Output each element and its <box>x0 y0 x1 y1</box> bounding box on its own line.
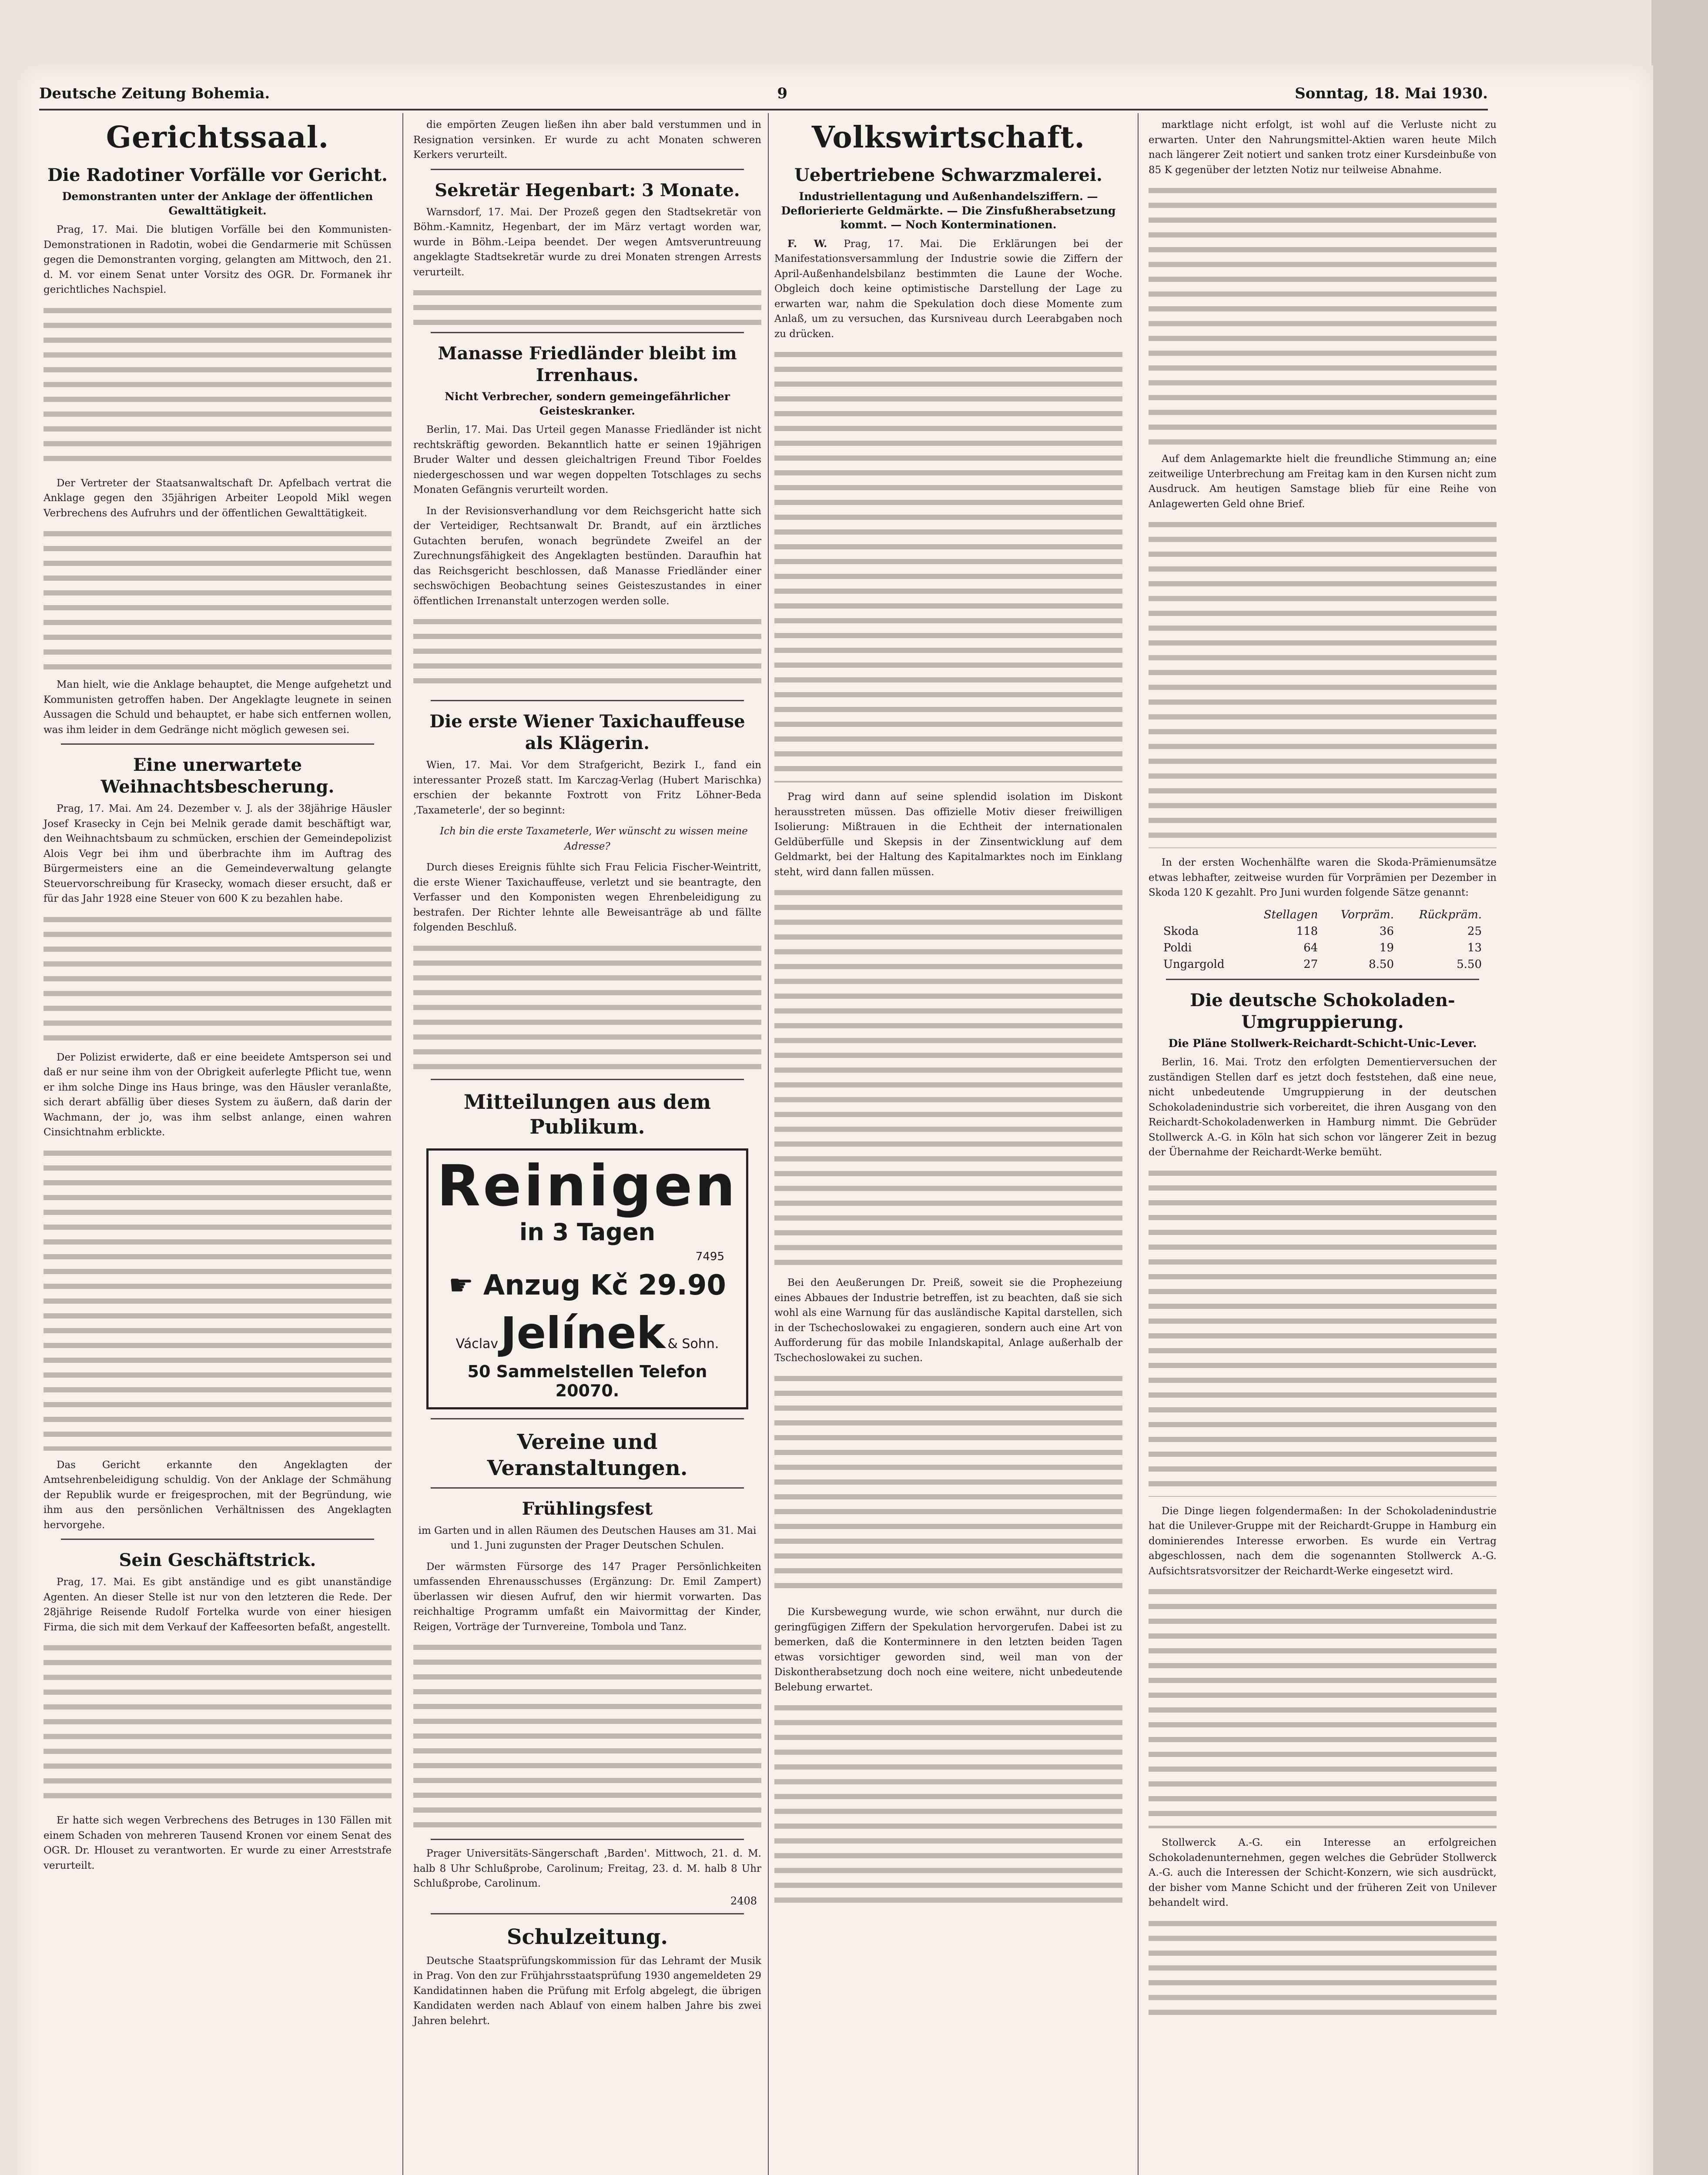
article-paragraph: Bei den Aeußerungen Dr. Preiß, soweit sie die Prophezeiung eines Abbaues der Industrie betreffen, ist zu beachten, daß sie sich wohl als eine Warnung für das ausländische Kapital darstellen, sich in der Tschechoslowakei zu engagieren, sondern auch eine Art von Aufforderung für das mobile Inlandskapital, Anlage außerhalb der Tschechoslowakei zu suchen. <box>774 1277 1122 1364</box>
table-row <box>1159 923 1486 940</box>
advertisement-jelinek <box>426 1148 748 1409</box>
article-paragraph: Prag, 17. Mai. Es gibt anständige und es gibt unanständige Agenten. An dieser Stelle ist nur von den letzteren die Rede. Der 28jährige Reisende Rudolf Fortelka wurde von einer hiesigen Firma, die sich mit dem Verkauf der Kaffeesorten befaßt, angestellt. <box>44 1576 392 1633</box>
ad-code: 7495 <box>695 1250 724 1263</box>
event-headline: Frühlingsfest <box>522 1498 653 1519</box>
divider <box>431 332 744 333</box>
table-header: Vorpräm. <box>1341 908 1394 921</box>
table-cell: Poldi <box>1163 941 1192 954</box>
event-paragraph: Prager Universitäts-Sängerschaft ‚Barden'. Mittwoch, 21. d. M. halb 8 Uhr Schlußprobe, Carolinum; Freitag, 23. d. M. halb 8 Uhr Schlußprobe, Carolinum. <box>413 1848 761 1889</box>
text-block <box>44 304 392 469</box>
article-subheadline: Demonstranten unter der Anklage der öffentlichen Gewalttätigkeit. <box>62 190 373 217</box>
text-block <box>1149 1917 1497 2021</box>
article-headline: Die deutsche Schokoladen-Umgruppierung. <box>1190 990 1455 1032</box>
table-header <box>1159 907 1245 923</box>
divider <box>431 169 744 170</box>
article-paragraph: Er hatte sich wegen Verbrechens des Betruges in 130 Fällen mit einem Schaden von mehreren Tausend Kronen vor einem Senat des OGR. Dr. Hlouset zu verantworten. Er wurde zu einer Arreststrafe verurteilt. <box>44 1815 392 1871</box>
issue-date: Sonntag, 18. Mai 1930. <box>1295 85 1488 102</box>
text-block <box>1149 184 1497 445</box>
ad-firm-suffix: & Sohn. <box>667 1336 719 1352</box>
event-code: 2408 <box>730 1894 757 1907</box>
column-rule <box>1138 113 1139 2175</box>
table-header-row <box>1159 907 1486 923</box>
article-paragraph: Berlin, 16. Mai. Trotz den erfolgten Dementierversuchen der zuständigen Stellen darf es jetzt doch feststehen, daß eine neue, nicht unbedeutende Umgruppierung in der deutschen Schokoladenindustrie sich vorbereitet, die ihren Ausgang von den Reichardt-Schokoladenwerken in Hamburg nimmt. Die Gebrüder Stollwerck A.-G. in Köln hat sich schon vor längerer Zeit in bezug der Übernahme der Reichardt-Werke bemüht. <box>1149 1057 1497 1158</box>
event-paragraph: Der wärmsten Fürsorge des 147 Prager Persönlichkeiten umfassenden Ehrenausschusses (Ergänzung: Dr. Emil Zampert) überlassen wir diesen Aufruf, den wir hiermit vorwarten. Das reichhaltige Programm umfaßt ein Maivormittag der Kinder, Reigen, Vorträge der Turnvereine, Tombola und Tanz. <box>413 1561 761 1633</box>
masthead-rule <box>39 109 1488 110</box>
article-paragraph: In der Revisionsverhandlung vor dem Reichsgericht hatte sich der Verteidiger, Rechtsanwalt Dr. Brandt, auf ein ärztliches Gutachten berufen, wonach begründete Zweifel an der Zurechnungsfähigkeit des Angeklagten bestünden. Daraufhin hat das Reichsgericht beschlossen, daß Manasse Friedländer einer sechswöchigen Beobachtung seines Geisteszustandes in einer öffentlichen Irrenanstalt unterzogen werden solle. <box>413 505 761 607</box>
ad-price-text: Anzug Kč 29.90 <box>483 1269 726 1302</box>
divider <box>61 1539 374 1540</box>
article-paragraph: Prag wird dann auf seine splendid isolation im Diskont herausstreten müssen. Das offizielle Motiv dieser freiwilligen Isolierung: Mißtrauen in die Echtheit der internationalen Geldüberfülle und Skepsis in der Zinsentwicklung auf dem Geldmarkt, bei der Haltung des Kapitalmarktes noch im Einklang steht, wird dann fallen müssen. <box>774 791 1122 878</box>
divider <box>431 1913 744 1914</box>
column-economy <box>774 117 1122 1917</box>
ad-firm-name: Jelínek <box>500 1307 666 1359</box>
text-block <box>774 1701 1122 1910</box>
text-block <box>44 1641 392 1806</box>
author-initials: F. W. <box>787 238 827 250</box>
article-paragraph: Warnsdorf, 17. Mai. Der Prozeß gegen den Stadtsekretär von Böhm.-Kamnitz, Hegenbart, der im März vertagt worden war, wurde in Böhm.-Leipa beendet. Der wegen Amtsveruntreuung angeklagte Stadtsekretär wurde zu drei Monaten strengen Arrests verurteilt. <box>413 206 761 278</box>
table-row <box>1159 956 1486 973</box>
text-block <box>44 1146 392 1451</box>
text-block <box>774 348 1122 783</box>
text-block <box>413 286 761 325</box>
article-headline: Manasse Friedländer bleibt im Irrenhaus. <box>438 343 737 385</box>
table-header: Rückpräm. <box>1419 908 1482 921</box>
ad-firm <box>433 1308 742 1359</box>
table-cell: 19 <box>1379 941 1394 954</box>
article-paragraph: Das Gericht erkannte den Angeklagten der Amtsehrenbeleidigung schuldig. Von der Anklage der Schmähung der Republik wurde er freigesprochen, mit der Begründung, wie ihm aus den persönlichen Verhältnissen des Angeklagten hervorgehe. <box>44 1459 392 1531</box>
text-block <box>1149 1585 1497 1828</box>
text-block <box>44 913 392 1043</box>
article-paragraph: Prag, 17. Mai. Die blutigen Vorfälle bei den Kommunisten-Demonstrationen in Radotin, wobei die Gendarmerie mit Schüssen gegen die Demonstranten vorging, gelangten am Mittwoch, den 21. d. M. vor einem Senat unter Vorsitz des OGR. Dr. Formanek ihr gerichtliches Nachspiel. <box>44 224 392 295</box>
hand-pointer-icon: ☛ <box>449 1269 483 1302</box>
text-block <box>413 1640 761 1832</box>
table-cell: 8.50 <box>1369 957 1394 971</box>
table-cell: 118 <box>1296 924 1318 938</box>
ad-duration: in 3 Tagen <box>519 1218 656 1246</box>
masthead <box>39 80 1488 107</box>
table-cell: 13 <box>1467 941 1482 954</box>
column-rule <box>768 113 769 2175</box>
article-headline: Uebertriebene Schwarzmalerei. <box>794 165 1102 185</box>
article-paragraph <box>774 237 1122 342</box>
article-subheadline: Nicht Verbrecher, sondern gemeingefährlicher Geisteskranker. <box>445 390 730 417</box>
table-cell: 27 <box>1303 957 1318 971</box>
article-headline: Eine unerwartete Weihnachtsbescherung. <box>100 755 335 797</box>
article-subheadline: Industriellentagung und Außenhandelsziffern. — Deflorierierte Geldmärkte. — Die Zinsfußherabsetzung kommt. — Noch Konterminationen. <box>781 190 1116 231</box>
article-paragraph: Berlin, 17. Mai. Das Urteil gegen Manasse Friedländer ist nicht rechtskräftig geworden. Bekanntlich hatte er seinen 19jährigen Bruder Walter und dessen gleichaltrigen Freund Tibor Foeldes niedergeschossen und war wegen doppelten Totschlages zu sechs Monaten Gefängnis verurteilt worden. <box>413 424 761 495</box>
article-paragraph: In der ersten Wochenhälfte waren die Skoda-Prämienumsätze etwas lebhafter, zeitweise wurden für Vorprämien per Dezember in Skoda 120 K gezahlt. Pro Juni wurden folgende Sätze genannt: <box>1149 857 1497 898</box>
article-subheadline: Die Pläne Stollwerk-Reichardt-Schicht-Unic-Lever. <box>1168 1037 1477 1050</box>
table-header: Stellagen <box>1263 908 1318 921</box>
article-paragraph: Man hielt, wie die Anklage behauptet, die Menge aufgehetzt und Kommunisten getroffen haben. Der Angeklagte leugnete in seinen Aussagen die Schuld und behauptet, er habe sich entfernen wollen, was ihm leider in dem Gedränge nicht möglich gewesen sei. <box>44 679 392 736</box>
table-cell: 36 <box>1379 924 1394 938</box>
article-paragraph: Prag, 17. Mai. Am 24. Dezember v. J. als der 38jährige Häusler Josef Krasecky in Cejn bei Melnik gerade damit beschäftigt war, den Weihnachtsbaum zu schmücken, erschien der Gemeindepolizist Alois Vegr bei ihm und überbrachte ihm im Auftrag des Bürgermeisters eine an die Gemeindeverwaltung gelangte Steuervorschreibung für Krasecky, womach dieser ersucht, daß er für das Jahr 1928 eine Steuer von 600 K zu bezahlen habe. <box>44 803 392 904</box>
divider <box>1166 979 1479 980</box>
ad-price <box>433 1269 742 1302</box>
article-paragraph: die empörten Zeugen ließen ihn aber bald verstummen und in Resignation versinken. Er wurde zu acht Monaten schweren Kerkers verurteilt. <box>413 119 761 161</box>
section-title-school: Schulzeitung. <box>506 1924 668 1949</box>
premium-rates-table <box>1159 907 1486 973</box>
divider <box>431 1079 744 1080</box>
section-title-events: Vereine und Veranstaltungen. <box>487 1429 688 1480</box>
table-cell: Ungargold <box>1163 957 1225 971</box>
event-intro: im Garten und in allen Räumen des Deutschen Hauses am 31. Mai und 1. Juni zugunsten der Prager Deutschen Schulen. <box>418 1525 757 1551</box>
text-block <box>774 1372 1122 1598</box>
school-paragraph: Deutsche Staatsprüfungskommission für das Lehramt der Musik in Prag. Von den zur Frühjahrsstaatsprüfung 1930 angemeldeten 29 Kandidatinnen haben die Prüfung mit Erfolg abgelegt, die übrigen Kandidaten werden nach Ablauf von einem halben Jahre bis zwei Jahren belehrt. <box>413 1955 761 2027</box>
article-paragraph: Stollwerck A.-G. ein Interesse an erfolgreichen Schokoladenunternehmen, gegen welches die Gebrüder Stollwerck A.-G. auch die Interessen der Schicht-Konzern, wie sich ausdrückt, der bisher vom Manne Schicht und der früheren Zeit von Unilever behandelt wird. <box>1149 1837 1497 1908</box>
table-cell: 64 <box>1303 941 1318 954</box>
text-block <box>774 886 1122 1268</box>
page-edge <box>1651 0 1708 2175</box>
verse: Ich bin die erste Taxameterle, Wer wünscht zu wissen meine Adresse? <box>440 826 748 852</box>
column-economy-continued <box>1149 117 1497 2028</box>
ad-branches: 50 Sammelstellen Telefon 20070. <box>467 1362 707 1400</box>
section-title-economy: Volkswirtschaft. <box>811 120 1085 155</box>
article-paragraph: Der Vertreter der Staatsanwaltschaft Dr. Apfelbach vertrat die Anklage gegen den 35jährigen Arbeiter Leopold Mikl wegen Verbrechens des Aufruhrs und der öffentlichen Gewalttätigkeit. <box>44 477 392 519</box>
table-cell: Skoda <box>1163 924 1199 938</box>
text-block <box>44 527 392 670</box>
ad-firm-first: Václav <box>455 1336 499 1352</box>
page-number: 9 <box>777 85 788 102</box>
table-cell: 5.50 <box>1457 957 1482 971</box>
article-headline: Die erste Wiener Taxichauffeuse als Klägerin. <box>429 711 745 753</box>
text-block <box>1149 1166 1497 1497</box>
column-court <box>44 117 392 1879</box>
article-paragraph: Die Kursbewegung wurde, wie schon erwähnt, nur durch die geringfügigen Ziffern der Spekulation hervorgerufen. Dabei ist zu bemerken, daß die Konterminnere in den letzten beiden Tagen etwas vorsichtiger geworden sind, weil man von der Diskontherabsetzung doch noch eine weitere, nicht unbedeutende Belebung erwartet. <box>774 1606 1122 1693</box>
article-headline: Sekretär Hegenbart: 3 Monate. <box>435 180 740 201</box>
article-paragraph: Die Dinge liegen folgendermaßen: In der Schokoladenindustrie hat die Unilever-Gruppe mit der Reichardt-Gruppe in Hamburg ein dominierendes Interesse erworben. Es wurde ein Vertrag abgeschlossen, nach dem die sogenannten Stollwerck A.-G. Aufsichtsratsvorsitzer der Reichardt-Werke eingesetzt wird. <box>1149 1505 1497 1577</box>
article-paragraph-text: Prag, 17. Mai. Die Erklärungen bei der Manifestationsversammlung der Industrie sowie die Ziffern der April-Außenhandelsbilanz bestimmten die Laune der Woche. Obgleich doch keine optimistische Darstellung der Lage zu erwarten war, nahm die Spekulation doch diese Momente zum Anlaß, um zu versuchen, das Kursniveau durch Leerabgaben noch zu drücken. <box>774 238 1122 340</box>
divider <box>61 743 374 745</box>
article-paragraph: Durch dieses Ereignis fühlte sich Frau Felicia Fischer-Weintritt, die erste Wiener Taxichauffeuse, verletzt und sie beantragte, den Verfasser und den Komponisten wegen Ehrenbeleidigung zu bestrafen. Der Richter lehnte alle Beweisanträge ab und fällte folgenden Beschluß. <box>413 862 761 933</box>
divider <box>431 700 744 701</box>
column-court-continued <box>413 117 761 2034</box>
column-rule <box>402 113 403 2175</box>
section-title-court: Gerichtssaal. <box>106 120 329 155</box>
article-paragraph: Wien, 17. Mai. Vor dem Strafgericht, Bezirk I., fand ein interessanter Prozeß statt. Im Karczag-Verlag (Hubert Marischka) erschien der bekannte Foxtrott von Fritz Löhner-Beda ‚Taxameterle', der so beginnt: <box>413 760 761 816</box>
divider <box>431 1487 744 1489</box>
text-block <box>1149 518 1497 848</box>
paper-name: Deutsche Zeitung Bohemia. <box>39 85 270 102</box>
article-headline: Die Radotiner Vorfälle vor Gericht. <box>47 165 388 185</box>
section-title-notices: Mitteilungen aus dem Publikum. <box>463 1090 711 1138</box>
divider <box>431 1839 744 1840</box>
table-row <box>1159 940 1486 956</box>
divider <box>431 1418 744 1419</box>
text-block <box>413 941 761 1072</box>
text-block <box>413 615 761 693</box>
article-paragraph: Der Polizist erwiderte, daß er eine beeidete Amtsperson sei und daß er nur seine ihm von der Obrigkeit auferlegte Pflicht tue, wenn er ihm solche Dinge ins Haus bringe, was den Häusler veranlaßte, sich derart abfällig über dieses System zu äußern, daß darin der Wachmann, der jo, was ihm selbst anlange, einen wahren Cinsichtnahm erblickte. <box>44 1051 392 1138</box>
article-headline: Sein Geschäftstrick. <box>119 1550 316 1570</box>
ad-headline: Reinigen <box>437 1152 738 1219</box>
article-paragraph: Auf dem Anlagemarkte hielt die freundliche Stimmung an; eine zeitweilige Unterbrechung am Freitag kam in den Kursen nicht zum Ausdruck. Am heutigen Samstage blieb für eine Reihe von Anlagewerten Geld ohne Brief. <box>1149 453 1497 510</box>
table-cell: 25 <box>1467 924 1482 938</box>
article-paragraph: marktlage nicht erfolgt, ist wohl auf die Verluste nicht zu erwarten. Unter den Nahrungsmittel-Aktien waren heute Milch nach längerer Zeit notiert und sanken trotz einer Kursdeinbuße von 85 K gegenüber der letzten Notiz nur teilweise Abnahme. <box>1149 119 1497 176</box>
